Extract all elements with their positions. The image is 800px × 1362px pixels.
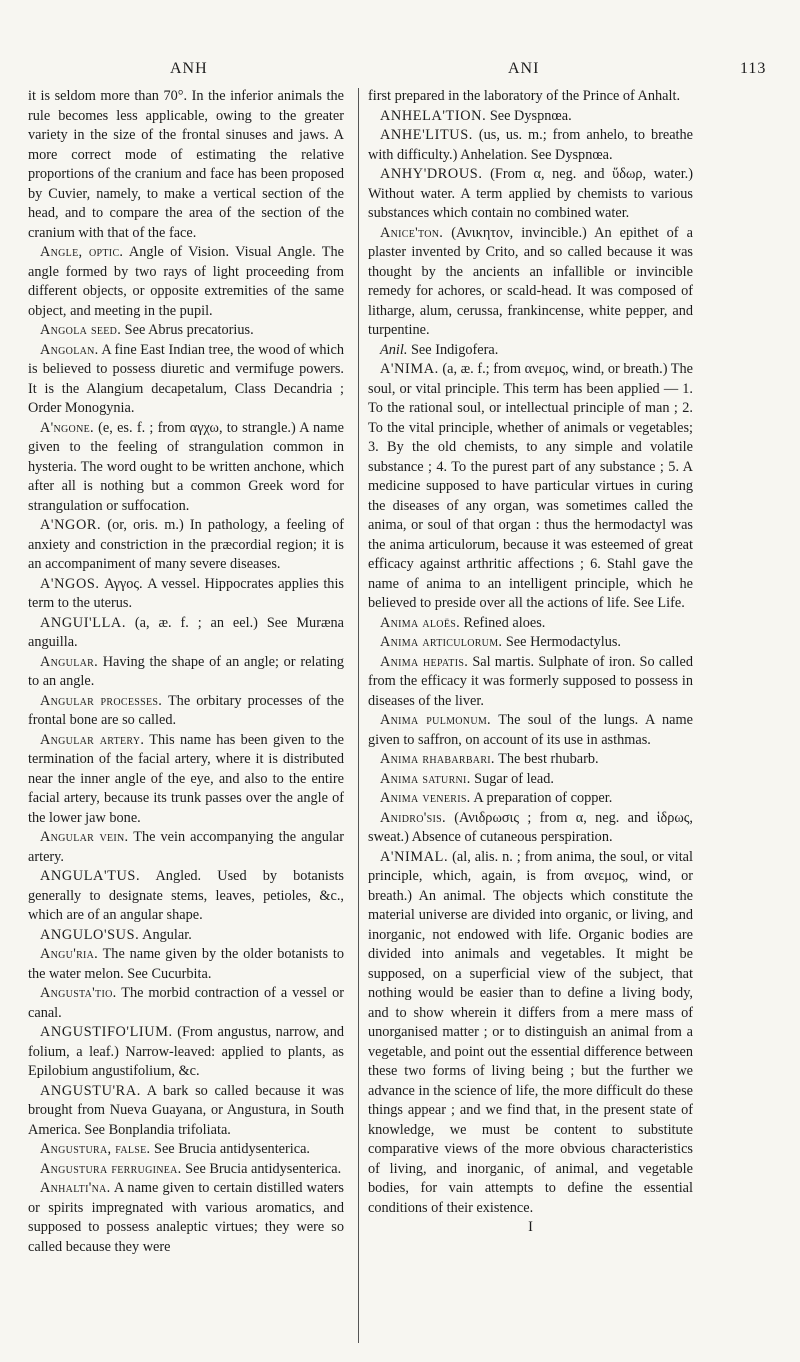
entry-headword: Anima veneris. <box>380 790 471 806</box>
entry-headword: Anima aloës. <box>380 614 460 631</box>
entry-text: The name given by the older botanists to the water melon. See Cucurbita. <box>28 946 344 982</box>
dictionary-entry <box>28 614 344 653</box>
dictionary-entry <box>368 633 693 653</box>
dictionary-entry <box>28 419 344 517</box>
entry-headword: Angustura ferruginea. <box>40 1160 182 1177</box>
entry-text: Angle of Vision. Visual Angle. The angle formed by two rays of light proceeding from different objects, or opposite extremities of the same object, and meeting in the pupil. <box>28 244 345 319</box>
dictionary-entry <box>368 711 693 750</box>
entry-text: Angled. Used by botanists generally to designate stems, leaves, petioles, &c., which are of an angular shape. <box>28 868 344 923</box>
dictionary-entry <box>28 1160 344 1180</box>
entry-headword: Angustura, false. <box>40 1141 151 1157</box>
entry-headword: Angolan. <box>40 341 99 358</box>
running-head-right: ANI <box>508 60 540 77</box>
dictionary-entry <box>28 87 344 243</box>
entry-headword: A'NIMA. <box>380 361 439 377</box>
entry-text: See Hermodactylus. <box>505 634 621 650</box>
dictionary-entry <box>368 653 693 712</box>
entry-text: The soul of the lungs. A name given to saffron, on account of its use in asthmas. <box>368 712 693 748</box>
entry-headword: A'NGOR. <box>40 517 102 533</box>
page-number: 113 <box>740 60 767 77</box>
dictionary-entry <box>28 828 344 867</box>
dictionary-entry <box>28 243 344 321</box>
entry-headword: Angular processes. <box>40 692 163 709</box>
dictionary-entry <box>368 360 693 614</box>
entry-text: (or, oris. m.) In pathology, a feeling of anxiety and constriction in the præcordial region; it is an accompaniment of many severe diseases. <box>28 517 344 572</box>
dictionary-entry <box>28 516 344 575</box>
entry-text: (Ανικητον, invincible.) An epithet of a plaster invented by Crito, and so called because it was thought by the ancients an infallible or invincible remedy for achores, or scald-head. It was composed of litharge, alum, cerussa, frankincense, white pepper, and turpentine. <box>368 224 693 338</box>
dictionary-entry <box>368 87 693 107</box>
entry-headword: ANGULA'TUS. <box>40 868 141 884</box>
dictionary-entry <box>28 1023 344 1082</box>
entry-headword: ANHELA'TION. <box>380 107 487 124</box>
dictionary-entry <box>368 848 693 1219</box>
entry-text: See Indigofera. <box>410 341 499 358</box>
dictionary-entry <box>28 1082 344 1141</box>
entry-headword: Anima articulorum. <box>380 634 503 650</box>
dictionary-entry <box>28 575 344 614</box>
dictionary-entry <box>368 165 693 224</box>
entry-headword: Angle, optic. <box>40 244 124 260</box>
dictionary-entry <box>28 926 344 946</box>
dictionary-entry <box>368 770 693 790</box>
dictionary-entry <box>28 1179 344 1257</box>
entry-text: See Abrus precatorius. <box>124 322 254 338</box>
signature-mark: I <box>528 1219 533 1235</box>
entry-headword: Angular vein. <box>40 829 129 845</box>
entry-headword: Angola seed. <box>40 322 122 338</box>
dictionary-entry <box>368 750 693 770</box>
entry-headword: ANHE'LITUS. <box>380 127 473 143</box>
entry-headword: ANGUI'LLA. <box>40 614 127 631</box>
entry-text: Αγγος. A vessel. Hippocrates applies this term to the uterus. <box>28 575 344 611</box>
entry-text: Sugar of lead. <box>474 770 554 787</box>
entry-headword: Anidro'sis. <box>380 809 446 826</box>
entry-text: This name has been given to the termination of the facial artery, where it is distributed near the inner angle of the eye, and also to the entire facial artery, because its trunk passes over the angle of the lower jaw bone. <box>28 731 344 826</box>
dictionary-entry <box>368 809 693 848</box>
dictionary-entry <box>368 614 693 634</box>
entry-headword: Angular artery. <box>40 731 145 748</box>
dictionary-entry <box>28 653 344 692</box>
entry-text: Angular. <box>142 926 192 943</box>
right-column <box>368 87 693 1238</box>
entry-text: (e, es. f. ; from αγχω, to strangle.) A name given to the feeling of strangulation common in hysteria. The word ought to be written anchone, which after all is nothing but a common Greek word for strangulation or suffocation. <box>28 419 344 514</box>
entry-headword: A'ngone. <box>40 419 94 436</box>
entry-text: (From α, neg. and ὕδωρ, water.) Without water. A term applied by chemists to various substances which contain no combined water. <box>368 166 693 221</box>
dictionary-entry <box>28 984 344 1023</box>
entry-text: The best rhubarb. <box>498 751 599 767</box>
entry-headword: Anima pulmonum. <box>380 712 491 728</box>
dictionary-entry <box>368 107 693 127</box>
entry-text: Sal martis. Sulphate of iron. So called from the efficacy it was formerly supposed to possess in diseases of the liver. <box>368 653 693 709</box>
dictionary-entry <box>368 224 693 341</box>
entry-text: The morbid contraction of a vessel or canal. <box>28 985 344 1021</box>
entry-text: See Brucia antidysenterica. <box>185 1160 342 1177</box>
entry-headword: ANGUSTIFO'LIUM. <box>40 1024 173 1040</box>
entry-text: (us, us. m.; from anhelo, to breathe with difficulty.) Anhelation. See Dyspnœa. <box>368 127 694 163</box>
left-column <box>28 87 344 1257</box>
entry-text: (a, æ. f.; from ανεμος, wind, or breath.) The soul, or vital principle. This term has been applied — 1. To the rational soul, or intellectual principle of man ; 2. To the vital principle, whether of animals or vegetables; 3. By the old chemists, to any simple and volatile substance ; 4. To the purest part of any substance ; 5. A medicine supposed to have particular virtues in curing the diseases of any organ, was sometimes called the anima, or soul of that organ : thus the hermodactyl was the anima articulorum, because it was esteemed of great efficacy against arthritic affections ; 6. Stahl gave the name of anima to an intelligent principle, which he believed to preside over all the actions of life. See Life. <box>368 361 693 611</box>
entry-headword: A'NIMAL. <box>380 848 449 865</box>
running-head-left: ANH <box>170 60 208 77</box>
dictionary-entry <box>28 341 344 419</box>
entry-headword: Angusta'tio. <box>40 985 117 1001</box>
entry-headword: Anima rhabarbari. <box>380 751 495 767</box>
entry-text: The vein accompanying the angular artery. <box>28 829 344 865</box>
entry-headword: Anima hepatis. <box>380 653 469 670</box>
entry-text: See Dyspnœa. <box>489 107 572 124</box>
entry-text: A bark so called because it was brought from Nueva Guayana, or Angustura, in South America. See Bonplandia trifoliata. <box>28 1082 344 1138</box>
entry-text: (Ανιδρωσις ; from α, neg. and ἱδρως, sweat.) Absence of cutaneous perspiration. <box>368 809 694 845</box>
entry-text: Refined aloes. <box>463 614 546 631</box>
entry-text: Having the shape of an angle; or relating to an angle. <box>28 653 344 689</box>
entry-text: (al, alis. n. ; from anima, the soul, or vital principle, which, again, is from ανεμος, wind, or breath.) An animal. The objects which constitute the material universe are divided into organic, or living, and inorganic, not endowed with life. Organic bodies are divided into animals and vegetables. It might be supposed, on a superficial view of the subject, that nothing would be easier than to define a living body, and to show wherein it differs from a mere mass of unorganised matter ; or to distinguish an animal from a vegetable, and point out the essential difference between these two forms of living being ; but the further we advance in the science of life, the more difficult do these things appear ; and we find that, in the present state of knowledge, we must be content to substitute comparative views of the more obvious characteristics of living, and inorganic, of animal, and vegetable bodies, for vain attempts to define the essential conditions of their existence. <box>368 848 694 1216</box>
column-divider <box>358 88 359 1343</box>
entry-headword: ANGULO'SUS. <box>40 926 140 943</box>
dictionary-entry <box>28 321 344 341</box>
dictionary-entry <box>28 731 344 829</box>
entry-text: A name given to certain distilled waters or spirits impregnated with various aromatics, and supposed to possess analeptic virtues; they were so called because they were <box>28 1180 344 1255</box>
entry-headword: A'NGOS. <box>40 575 100 592</box>
entry-headword: ANHY'DROUS. <box>380 166 483 182</box>
entry-text: A preparation of copper. <box>473 790 613 806</box>
dictionary-entry <box>368 789 693 809</box>
entry-headword: Anil. <box>380 341 408 358</box>
entry-headword: Anima saturni. <box>380 770 471 787</box>
entry-text: (From angustus, narrow, and folium, a leaf.) Narrow-leaved: applied to plants, as Epilobium angustifolium, &c. <box>28 1024 344 1079</box>
entry-text: See Brucia antidysenterica. <box>154 1141 311 1157</box>
dictionary-entry <box>28 945 344 984</box>
entry-headword: Angu'ria. <box>40 946 99 962</box>
entry-text: (a, æ. f. ; an eel.) See Muræna anguilla. <box>28 614 344 650</box>
entry-headword: ANGUSTU'RA. <box>40 1082 141 1099</box>
dictionary-entry <box>368 341 693 361</box>
dictionary-entry <box>28 692 344 731</box>
entry-text: first prepared in the laboratory of the Prince of Anhalt. <box>368 88 681 104</box>
entry-text: The orbitary processes of the frontal bone are so called. <box>28 692 344 728</box>
entry-text: it is seldom more than 70°. In the inferior animals the rule becomes less applicable, owing to the greater variety in the size of the frontal sinuses and jaws. A more correct mode of estimating the relative proportions of the cranium and face has been proposed by Cuvier, namely, to make a vertical section of the head, and to compare the area of the section of the cranium with that of the face. <box>28 88 344 241</box>
entry-headword: Angular. <box>40 653 98 670</box>
dictionary-entry <box>28 867 344 926</box>
dictionary-entry <box>368 126 693 165</box>
entry-headword: Anice'ton. <box>380 224 444 241</box>
entry-headword: Anhalti'na. <box>40 1180 111 1196</box>
entry-text: A fine East Indian tree, the wood of which is believed to possess diuretic and vermifuge powers. It is the Alangium decapetalum, Class Decandria ; Order Monogynia. <box>28 341 344 416</box>
dictionary-entry <box>28 1140 344 1160</box>
